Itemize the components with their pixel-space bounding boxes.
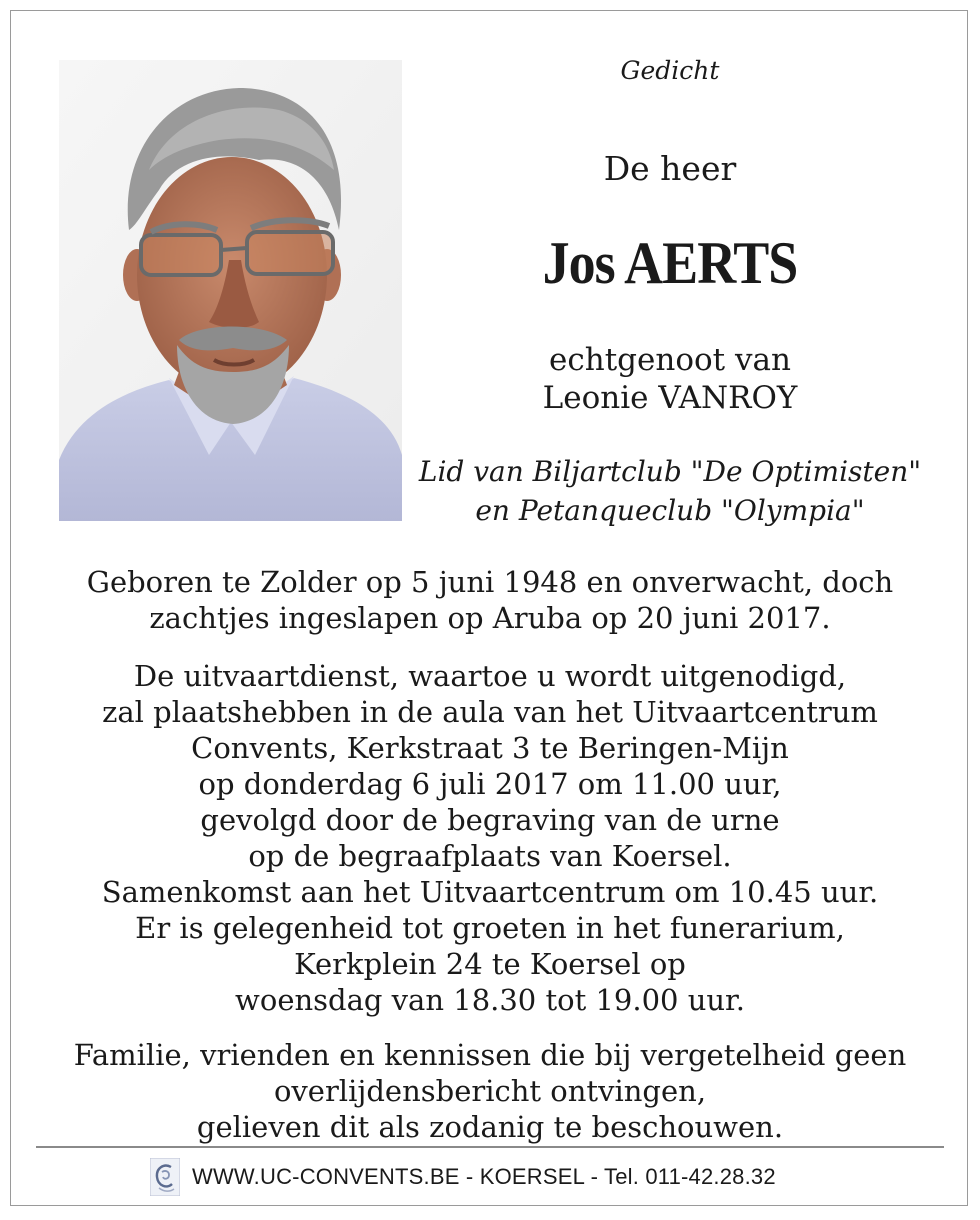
salutation: De heer (603, 149, 737, 188)
text-line: op de begraafplaats van Koersel. (248, 839, 732, 873)
spouse-label: echtgenoot van (549, 342, 791, 378)
portrait-photo (59, 60, 402, 521)
birth-death-paragraph (40, 564, 940, 636)
text-line: gevolgd door de begraving van de urne (200, 803, 780, 837)
poem-label: Gedicht (620, 56, 720, 85)
text-line: overlijdensbericht ontvingen, (273, 1074, 707, 1108)
club-membership-line: Lid van Biljartclub "De Optimisten" (418, 455, 922, 488)
text-line: gelieven dit als zodanig te beschouwen. (196, 1110, 784, 1144)
text-line: Geboren te Zolder op 5 juni 1948 en onverwacht, doch (86, 565, 894, 599)
text-line: woensdag van 18.30 tot 19.00 uur. (235, 983, 745, 1017)
text-line: Familie, vrienden en kennissen die bij vergetelheid geen (73, 1038, 907, 1072)
footer-contact-text[interactable]: WWW.UC-CONVENTS.BE - KOERSEL - Tel. 011-42.28.32 (192, 1164, 776, 1189)
deceased-name: Jos AERTS (542, 229, 798, 297)
text-line: zachtjes ingeslapen op Aruba op 20 juni 2017. (149, 601, 831, 635)
text-line: Kerkplein 24 te Koersel op (294, 947, 686, 981)
text-line: zal plaatshebben in de aula van het Uitvaartcentrum (102, 695, 878, 729)
spouse-name: Leonie VANROY (542, 380, 798, 416)
text-line: De uitvaartdienst, waartoe u wordt uitgenodigd, (133, 659, 847, 693)
footer (150, 1155, 776, 1199)
text-line: Samenkomst aan het Uitvaartcentrum om 10.45 uur. (101, 875, 879, 909)
text-line: Convents, Kerkstraat 3 te Beringen-Mijn (191, 731, 789, 765)
club-membership-line: en Petanqueclub "Olympia" (475, 494, 865, 527)
footer-divider (36, 1146, 944, 1148)
funeral-home-logo-icon (150, 1158, 180, 1196)
notice-paragraph (40, 1037, 940, 1145)
text-line: Er is gelegenheid tot groeten in het funerarium, (135, 911, 845, 945)
text-line: op donderdag 6 juli 2017 om 11.00 uur, (198, 767, 782, 801)
service-paragraph (40, 658, 940, 1018)
